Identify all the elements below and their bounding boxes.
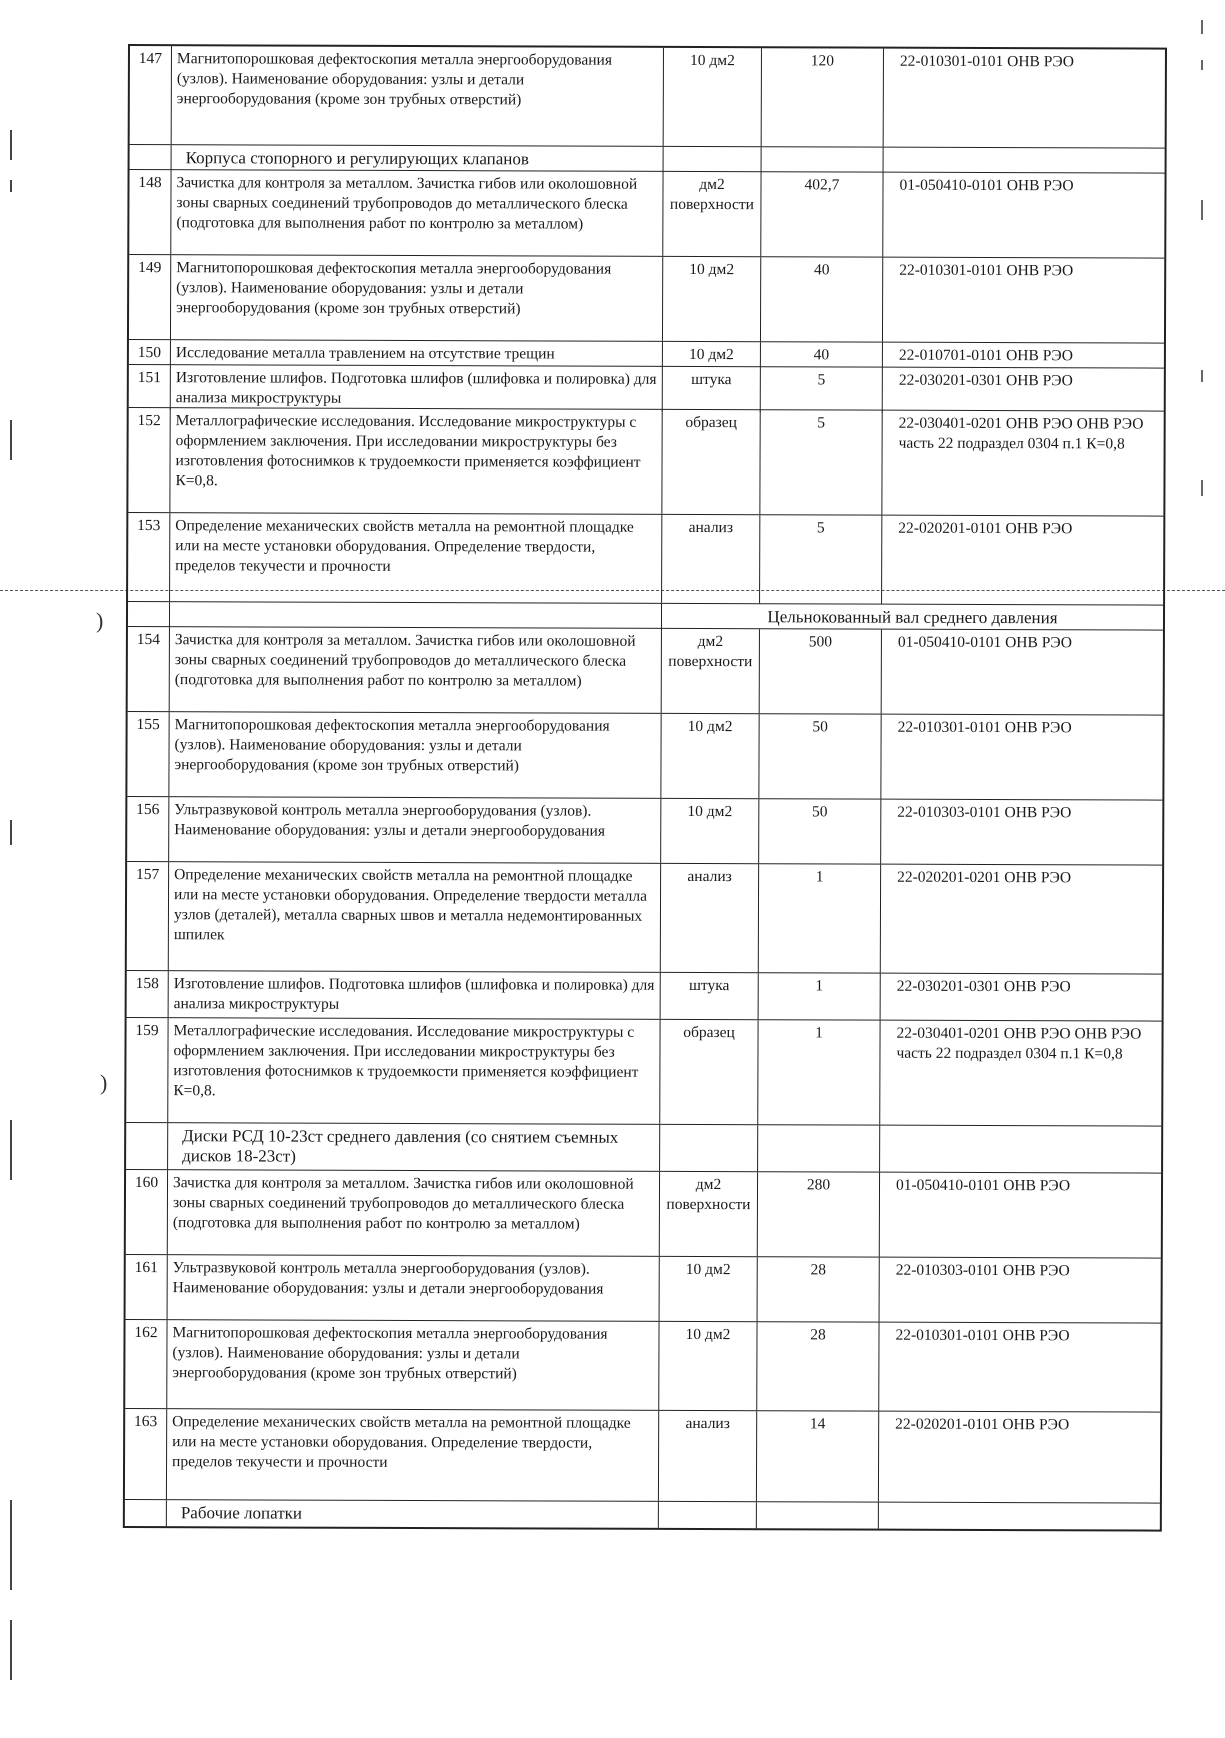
item-number: 162 xyxy=(125,1320,167,1408)
item-number: 157 xyxy=(127,862,169,970)
item-description: Магнитопорошковая дефектоскопия металла энергооборудования (узлов). Наименование оборудования: узлы и детали энергооборудования (кроме зон трубных отверстий) xyxy=(171,255,663,341)
item-description: Изготовление шлифов. Подготовка шлифов (шлифовка и полировка) для анализа микроструктуры xyxy=(171,365,663,412)
item-norm-code: 22-030401-0201 ОНВ РЭО ОНВ РЭО часть 22 подраздел 0304 п.1 К=0,8 xyxy=(898,414,1144,453)
item-norm-code: 22-030201-0301 ОНВ РЭО xyxy=(896,977,1071,996)
item-description: Магнитопорошковая дефектоскопия металла энергооборудования (узлов). Наименование оборудования: узлы и детали энергооборудования (кроме зон трубных отверстий) xyxy=(169,712,661,798)
item-number: 149 xyxy=(129,255,171,339)
item-unit: анализ xyxy=(662,515,760,603)
item-unit: 10 дм2 xyxy=(660,1257,758,1321)
item-unit: штука xyxy=(663,367,761,412)
table-row xyxy=(126,1170,1161,1259)
item-number: 158 xyxy=(127,971,169,1017)
item-quantity: 40 xyxy=(761,342,883,367)
item-unit: 10 дм2 xyxy=(661,799,759,863)
item-quantity: 5 xyxy=(761,367,883,412)
item-description: Зачистка для контроля за металлом. Зачистка гибов или околошовной зоны сварных соединений трубопроводов до металлического блеска (подготовка для выполнения работ по контролю за металлом) xyxy=(170,627,662,713)
item-description: Определение механических свойств металла на ремонтной площадке или на месте установки оборудования. Определение твердости, пределов текучести и прочности xyxy=(170,513,662,603)
item-number: 154 xyxy=(128,627,170,711)
item-unit: образец xyxy=(660,1020,758,1124)
item-norm-code: 22-030401-0201 ОНВ РЭО ОНВ РЭО часть 22 подраздел 0304 п.1 К=0,8 xyxy=(896,1024,1142,1063)
item-quantity: 50 xyxy=(759,799,881,863)
table-row xyxy=(128,408,1163,517)
item-number: 147 xyxy=(130,46,172,144)
item-quantity: 28 xyxy=(757,1322,879,1410)
table-row xyxy=(129,170,1164,259)
table-row xyxy=(127,862,1162,975)
table-row xyxy=(129,365,1164,412)
item-description: Металлографические исследования. Исследование микроструктуры с оформлением заключения. При исследовании микроструктуры без изготовления фотоснимков к трудоемкости применяется коэффициент К=0,8. xyxy=(168,1018,660,1124)
table-row xyxy=(128,627,1163,716)
table-row xyxy=(125,1320,1160,1413)
work-items-table xyxy=(123,44,1167,1532)
item-quantity: 50 xyxy=(759,714,881,798)
item-norm-code: 22-010301-0101 ОНВ РЭО xyxy=(899,52,1075,71)
item-quantity: 5 xyxy=(760,515,882,603)
item-quantity: 1 xyxy=(758,1020,880,1124)
item-unit: 10 дм2 xyxy=(661,714,759,798)
item-norm-code: 22-010303-0101 ОНВ РЭО xyxy=(895,1261,1070,1280)
item-description: Ультразвуковой контроль металла энергооборудования (узлов). Наименование оборудования: узлы и детали энергооборудования xyxy=(168,1255,660,1321)
item-number: 160 xyxy=(126,1170,168,1254)
item-number: 148 xyxy=(129,170,171,254)
item-unit: дм2 поверхности xyxy=(660,1172,758,1256)
item-description: Ультразвуковой контроль металла энергооборудования (узлов). Наименование оборудования: узлы и детали энергооборудования xyxy=(169,797,661,863)
item-norm-code: 22-030201-0301 ОНВ РЭО xyxy=(898,371,1073,390)
section-title: Цельнокованный вал среднего давления xyxy=(767,607,1058,628)
paren-mark: ) xyxy=(96,608,104,633)
item-description: Изготовление шлифов. Подготовка шлифов (шлифовка и полировка) для анализа микроструктуры xyxy=(169,971,661,1019)
item-number: 163 xyxy=(125,1409,167,1499)
item-number: 159 xyxy=(126,1018,168,1122)
item-quantity: 5 xyxy=(760,410,882,514)
table-row xyxy=(127,797,1162,866)
item-number: 152 xyxy=(128,408,170,512)
section-empty-cell xyxy=(130,145,172,170)
item-unit: 10 дм2 xyxy=(659,1322,757,1410)
table-row xyxy=(126,1255,1161,1324)
item-description: Зачистка для контроля за металлом. Зачистка гибов или околошовной зоны сварных соединений трубопроводов до металлического блеска (подготовка для выполнения работ по контролю за металлом) xyxy=(171,170,663,256)
table-row xyxy=(129,340,1164,369)
table-row xyxy=(126,1018,1161,1127)
item-unit: анализ xyxy=(659,1411,757,1501)
item-description: Магнитопорошковая дефектоскопия металла энергооборудования (узлов). Наименование оборудования: узлы и детали энергооборудования (кроме зон трубных отверстий) xyxy=(172,46,664,146)
section-empty-cell xyxy=(757,1502,879,1528)
item-description: Металлографические исследования. Исследование микроструктуры с оформлением заключения. При исследовании микроструктуры без изготовления фотоснимков к трудоемкости применяется коэффициент К=0,8. xyxy=(170,408,662,514)
item-norm-code: 22-020201-0101 ОНВ РЭО xyxy=(898,519,1073,538)
item-number: 156 xyxy=(127,797,169,861)
section-row xyxy=(128,602,1163,631)
table-row xyxy=(125,1409,1160,1504)
table-row xyxy=(127,971,1162,1022)
section-title: Диски РСД 10-23ст среднего давления (со снятием съемных дисков 18-23ст) xyxy=(168,1123,660,1171)
item-quantity: 500 xyxy=(760,629,882,713)
item-norm-code: 22-020201-0201 ОНВ РЭО xyxy=(897,868,1072,887)
section-row xyxy=(125,1500,1160,1530)
section-empty-cell xyxy=(170,602,662,629)
section-empty-cell xyxy=(128,602,170,627)
section-empty-cell xyxy=(664,147,762,172)
item-quantity: 280 xyxy=(758,1172,880,1256)
section-title: Рабочие лопатки xyxy=(167,1500,659,1528)
item-description: Определение механических свойств металла на ремонтной площадке или на месте установки оборудования. Определение твердости, пределов текучести и прочности xyxy=(167,1409,659,1501)
item-quantity: 40 xyxy=(761,257,883,341)
section-empty-cell xyxy=(126,1123,168,1169)
item-description: Зачистка для контроля за металлом. Зачистка гибов или околошовной зоны сварных соединений трубопроводов до металлического блеска (подготовка для выполнения работ по контролю за металлом) xyxy=(168,1170,660,1256)
section-empty-cell xyxy=(879,1503,1160,1530)
section-title: Корпуса стопорного и регулирующих клапанов xyxy=(172,145,664,172)
item-norm-code: 22-010301-0101 ОНВ РЭО xyxy=(899,261,1074,280)
item-description: Определение механических свойств металла на ремонтной площадке или на месте установки оборудования. Определение твердости металла узлов (деталей), металла сварных швов и металла недемонтированных шпилек xyxy=(169,862,661,972)
section-empty-cell xyxy=(660,1125,758,1171)
table-row xyxy=(128,513,1163,606)
item-norm-code: 01-050410-0101 ОНВ РЭО xyxy=(899,176,1074,195)
item-norm-code: 22-010301-0101 ОНВ РЭО xyxy=(895,1326,1070,1345)
item-number: 150 xyxy=(129,340,171,365)
item-quantity: 1 xyxy=(759,864,881,972)
section-empty-cell xyxy=(880,1126,1161,1173)
item-norm-code: 01-050410-0101 ОНВ РЭО xyxy=(897,633,1072,652)
item-description: Исследование металла травлением на отсутствие трещин xyxy=(171,340,663,367)
item-unit: анализ xyxy=(661,864,759,972)
item-unit: штука xyxy=(661,973,759,1019)
item-norm-code: 22-020201-0101 ОНВ РЭО xyxy=(895,1415,1070,1434)
item-unit: 10 дм2 xyxy=(663,342,761,367)
item-quantity: 120 xyxy=(762,48,884,146)
item-number: 155 xyxy=(127,712,169,796)
section-empty-cell xyxy=(659,1502,757,1528)
edge-marks xyxy=(1201,20,1207,520)
item-quantity: 28 xyxy=(758,1257,880,1321)
item-norm-code: 22-010303-0101 ОНВ РЭО xyxy=(897,803,1072,822)
section-row xyxy=(126,1123,1161,1174)
item-norm-code: 22-010701-0101 ОНВ РЭО xyxy=(898,346,1073,365)
item-unit: дм2 поверхности xyxy=(663,172,761,256)
item-number: 151 xyxy=(129,365,171,410)
section-empty-cell xyxy=(884,148,1165,174)
item-unit: дм2 поверхности xyxy=(662,629,760,713)
section-row xyxy=(130,145,1165,174)
item-norm-code: 01-050410-0101 ОНВ РЭО xyxy=(895,1176,1071,1195)
item-norm-code: 22-010301-0101 ОНВ РЭО xyxy=(897,718,1072,737)
table-row xyxy=(129,255,1164,344)
item-quantity: 1 xyxy=(759,973,881,1019)
item-unit: 10 дм2 xyxy=(663,257,761,341)
item-unit: образец xyxy=(662,410,760,514)
item-quantity: 14 xyxy=(757,1411,879,1501)
item-description: Магнитопорошковая дефектоскопия металла энергооборудования (узлов). Наименование оборудования: узлы и детали энергооборудования (кроме зон трубных отверстий) xyxy=(167,1320,659,1410)
section-empty-cell xyxy=(762,147,884,172)
table-row xyxy=(130,46,1165,149)
paren-mark: ) xyxy=(100,1070,108,1095)
section-empty-cell xyxy=(758,1125,880,1171)
binding-hole-marks xyxy=(10,120,14,1700)
item-number: 153 xyxy=(128,513,170,601)
item-unit: 10 дм2 xyxy=(664,48,762,146)
table-row xyxy=(127,712,1162,801)
item-number: 161 xyxy=(126,1255,168,1319)
section-empty-cell xyxy=(125,1500,167,1526)
item-quantity: 402,7 xyxy=(761,172,883,256)
